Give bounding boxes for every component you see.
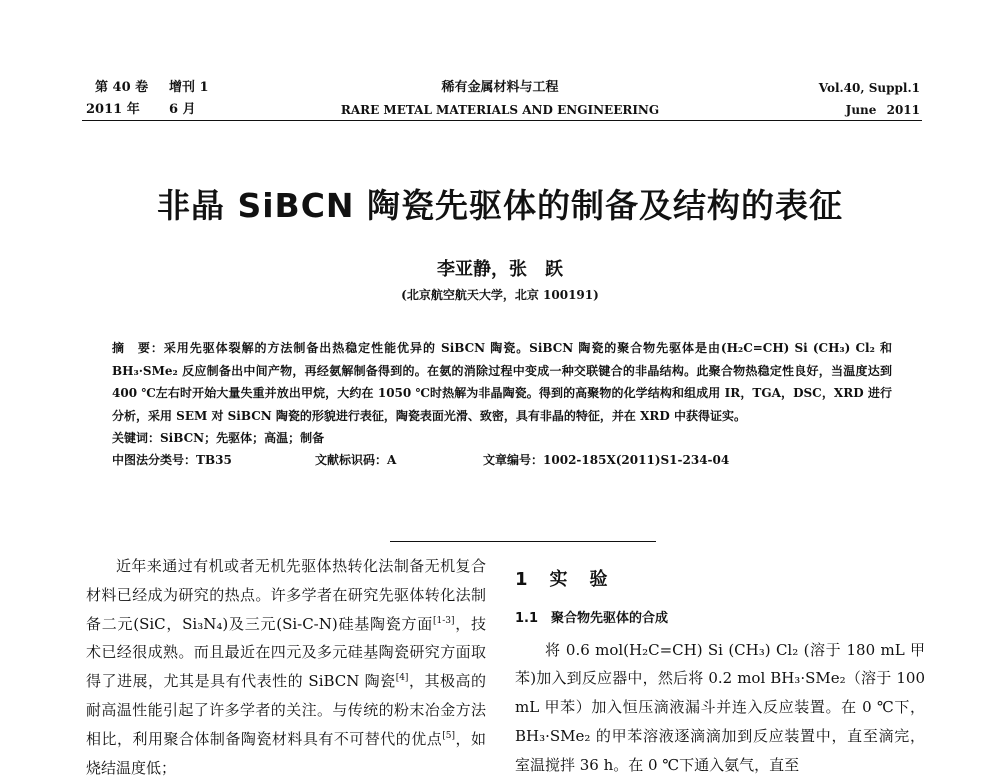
doc-code <box>315 449 396 471</box>
citation-2: [4] <box>395 673 409 684</box>
clc-value: TB35 <box>196 453 232 467</box>
journal-title-cn: 稀有金属材料与工程 <box>441 80 559 95</box>
abstract-separator <box>390 541 656 542</box>
body-right-column <box>515 552 925 780</box>
citation-3: [5] <box>442 730 455 741</box>
header-year: 2011 年 <box>86 102 140 117</box>
header-date-en: June 2011 <box>845 103 920 117</box>
intro-text-2: ，技术已经很成熟。而且最近在四元及多元硅基陶瓷研究方面取得了进展，尤其是具有代表性的 SiBCN 陶瓷 <box>86 614 486 691</box>
header-month: 6 月 <box>169 102 196 117</box>
section-heading: 1 实 验 <box>515 569 610 590</box>
header-volume-en: Vol.40, Suppl.1 <box>818 81 920 95</box>
abstract-label: 摘 要： <box>112 341 164 355</box>
subsection-heading: 1.1 聚合物先驱体的合成 <box>515 610 669 626</box>
abstract-paragraph <box>112 337 892 427</box>
intro-text-4: ，如烧结温度低； <box>86 729 486 777</box>
keywords-label: 关键词： <box>112 431 161 445</box>
keywords-row <box>112 427 892 449</box>
doc-label: 文献标识码： <box>315 453 388 467</box>
clc-code <box>112 449 232 471</box>
header-issue: 增刊 1 <box>169 80 209 95</box>
intro-text-1: 近年来通过有机或者无机先驱体热转化法制备无机复合材料已经成为研究的热点。许多学者在研究先驱体转化法制备二元(SiC，Si₃N₄)及三元(Si-C-N)硅基陶瓷方面 <box>86 557 486 633</box>
keywords-value: SiBCN；先驱体；高温；制备 <box>160 431 325 445</box>
doc-value: A <box>387 453 397 467</box>
header-volume: 第 40 卷 <box>95 80 149 95</box>
intro-text-3: ，其极高的耐高温性能引起了许多学者的关注。与传统的粉末冶金方法相比，利用聚合体制备陶瓷材料具有不可替代的优点 <box>86 672 486 748</box>
paper-affiliation: (北京航空航天大学，北京 100191) <box>401 288 599 302</box>
article-label: 文章编号： <box>483 453 544 467</box>
article-value: 1002-185X(2011)S1-234-04 <box>543 453 730 467</box>
article-number <box>483 449 729 471</box>
abstract-text: 采用先驱体裂解的方法制备出热稳定性能优异的 SiBCN 陶瓷。SiBCN 陶瓷的聚合物先驱体是由(H₂C=CH) Si (CH₃) Cl₂ 和 BH₃·SMe₂ 反应制备出中间产物，再经氨解制备得到的。在氨的消除过程中变成一种交联键合的非晶结构。此聚合物热稳定性良好，当温度达到 400 ℃左右时开始大量失重并放出甲烷，大约在 1050 ℃时热解为非晶陶瓷。得到的高聚物的化学结构和组成用 IR，TGA，DSC，XRD 进行分析，采用 SEM 对 SiBCN 陶瓷的形貌进行表征，陶瓷表面光滑、致密，具有非晶的特征，并在 XRD 中获得证实。 <box>112 341 892 423</box>
abstract-block <box>112 337 892 471</box>
intro-paragraph <box>86 552 486 782</box>
header-rule <box>82 120 922 121</box>
clc-label: 中图法分类号： <box>112 453 197 467</box>
citation-1: [1-3] <box>432 615 455 626</box>
journal-title-en: RARE METAL MATERIALS AND ENGINEERING <box>340 103 660 117</box>
paper-authors: 李亚静，张 跃 <box>437 259 563 280</box>
paper-title: 非晶 SiBCN 陶瓷先驱体的制备及结构的表征 <box>156 186 844 225</box>
experiment-paragraph: 将 0.6 mol(H₂C=CH) Si (CH₃) Cl₂ (溶于 180 mL 甲苯)加入到反应器中，然后将 0.2 mol BH₃·SMe₂（溶于 100 mL 甲苯）加入恒压滴液漏斗并连入反应装置。在 0 ℃下，BH₃·SMe₂ 的甲苯溶液逐滴滴加到反应装置中，直至滴完，室温搅拌 36 h。在 0 ℃下通入氨气，直至 <box>515 640 925 774</box>
body-left-column <box>86 552 486 782</box>
classification-row <box>112 449 892 471</box>
